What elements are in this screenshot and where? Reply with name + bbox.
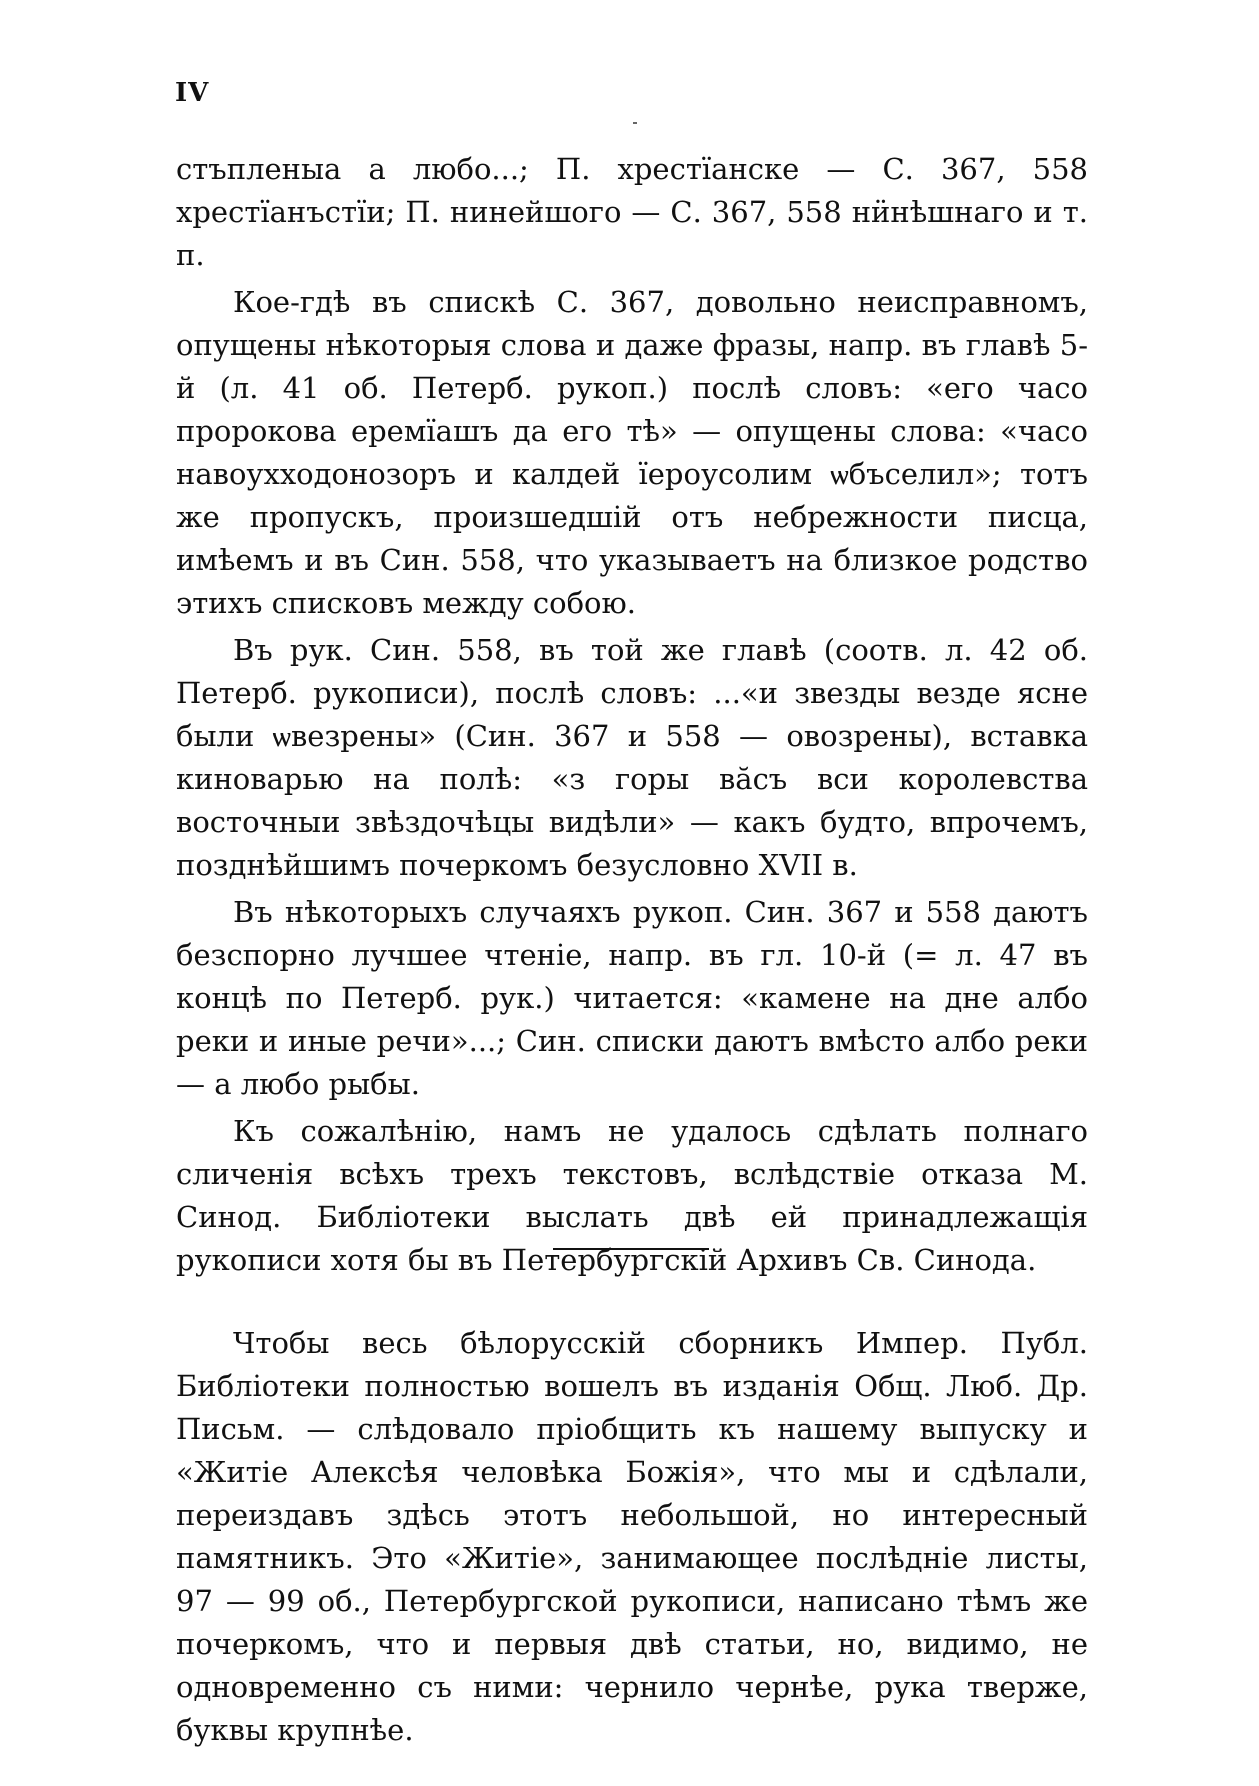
paragraph: Въ рук. Син. 558, въ той же главѣ (соотв. л. 42 об. Петерб. рукописи), послѣ словъ: ...«и звезды везде ясне были ѡвезрены» (Син. 367 и 558 — овозрены), вставка киноварью на полѣ: «з горы вӑсъ вси королевства восточныи звѣздочѣцы видѣли» — какъ будто, впрочемъ, позднѣйшимъ почеркомъ безусловно XVII в. bbox=[176, 633, 1088, 882]
paragraph: Въ нѣкоторыхъ случаяхъ рукоп. Син. 367 и 558 даютъ безспорно лучшее чтеніе, напр. въ гл. 10-й (= л. 47 въ концѣ по Петерб. рук.) читается: «камене на дне албо реки и иные речи»...; Син. списки даютъ вмѣсто албо реки — а любо рыбы. bbox=[176, 895, 1088, 1101]
print-mark bbox=[633, 122, 637, 124]
paragraph-continuation: стъпленыа а любо...; П. хрестїанске — С. 367, 558 хрестїанъстїи; П. нинейшого — С. 367, 558 нӥнѣшнаго и т. п. bbox=[176, 152, 1088, 272]
paragraph: Къ сожалѣнію, намъ не удалось сдѣлать полнаго сличенія всѣхъ трехъ текстовъ, вслѣдствіе отказа М. Синод. Библіотеки выслать двѣ ей принадлежащія рукописи хотя бы въ Петербургскій Архивъ Св. Синода. bbox=[176, 1114, 1088, 1277]
bottom-text-block bbox=[176, 1322, 1088, 1752]
section-divider bbox=[553, 1248, 709, 1250]
paragraph: Чтобы весь бѣлорусскій сборникъ Импер. Публ. Библіотеки полностью вошелъ въ изданія Общ. Люб. Др. Письм. — слѣдовало пріобщить къ нашему выпуску и «Житіе Алексѣя человѣка Божія», что мы и сдѣлали, переиздавъ здѣсь этотъ небольшой, но интересный памятникъ. Это «Житіе», занимающее послѣдніе листы, 97 — 99 об., Петербургской рукописи, написано тѣмъ же почеркомъ, что и первыя двѣ статьи, но, видимо, не одновременно съ ними: чернило чернѣе, рука тверже, буквы крупнѣе. bbox=[176, 1326, 1088, 1747]
top-text-block bbox=[176, 148, 1088, 1282]
page-number: IV bbox=[175, 78, 210, 108]
paragraph: Кое-гдѣ въ спискѣ С. 367, довольно неисправномъ, опущены нѣкоторыя слова и даже фразы, напр. въ главѣ 5-й (л. 41 об. Петерб. рукоп.) послѣ словъ: «его часо пророкова еремїашъ да его тѣ» — опущены слова: «часо навоухходонозоръ и калдей їероусолим ѡбъселил»; тотъ же пропускъ, произшедшій отъ небрежности писца, имѣемъ и въ Син. 558, что указываетъ на близкое родство этихъ списковъ между собою. bbox=[176, 285, 1088, 620]
